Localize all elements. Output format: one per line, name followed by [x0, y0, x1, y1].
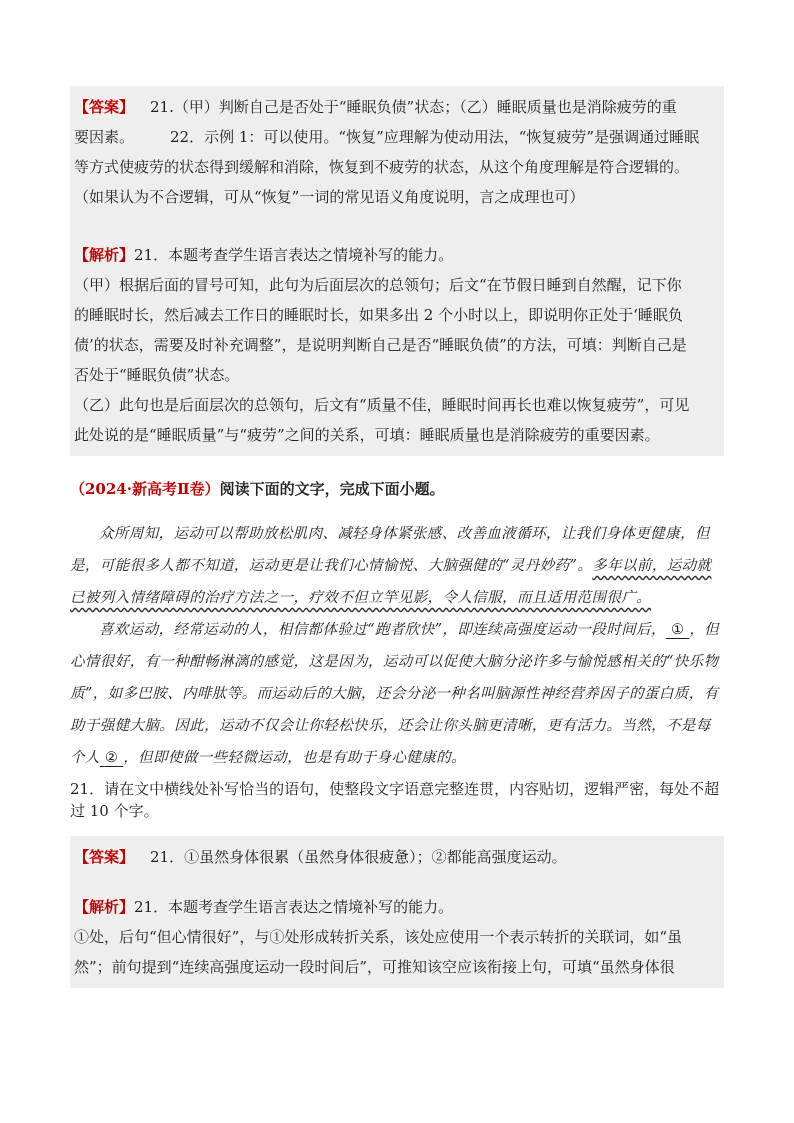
- page-content: [70, 86, 724, 988]
- passage-paragraph-2: 喜欢运动，经常运动的人，相信都体验过“跑者欣快”，即连续高强度运动一段时间后， ① ，但心情很好，有一种酣畅淋漓的感觉，这是因为，运动可以促使大脑分泌许多与愉悦感相关的“快乐物质”，如多巴胺、内啡肽等。而运动后的大脑，还会分泌一种名叫脑源性神经营养因子的蛋白质，有助于强健大脑。因此，运动不仅会让你轻松快乐，还会让你头脑更清晰，更有活力。当然，不是每个人 ② ，但即使做一些轻微运动，也是有助于身心健康的。: [70, 622, 720, 766]
- blank-1: ①: [670, 622, 685, 638]
- answer-line: （如果认为不合逻辑，可从“恢复”一词的常见语义角度说明，言之成理也可）: [74, 188, 585, 206]
- answer-tag: 【答案】: [74, 848, 135, 866]
- analysis-tag: 【解析】: [74, 898, 135, 916]
- analysis-line: ①处，后句“但心情很好”，与①处形成转折关系，该处应使用一个表示转折的关联词，如“虽: [74, 928, 683, 946]
- answer-line: 要因素。 22．示例 1：可以使用。“恢复”应理解为使动用法，“恢复疲劳”是强调通过睡眠: [74, 128, 700, 146]
- answer-block-1: [70, 86, 724, 218]
- passage-paragraph-1: 众所周知，运动可以帮助放松肌肉、减轻身体紧张感、改善血液循环，让我们身体更健康，但是，可能很多人都不知道，运动更是让我们心情愉悦、大脑强健的“灵丹妙药”。多年以前，运动就已被列入情绪障碍的治疗方法之一，疗效不但立竿见影，令人信服，而且适用范围很广。: [70, 526, 712, 606]
- question-instruction: 阅读下面的文字，完成下面小题。: [219, 480, 445, 498]
- analysis-block-1: [70, 240, 724, 456]
- analysis-line: 然”；前句提到“连续高强度运动一段时间后”，可推知该空应该衔接上句，可填“虽然身体很: [74, 958, 675, 976]
- answer-line: 【答案】 21.（甲）判断自己是否处于“睡眠负债”状态；（乙）睡眠质量也是消除疲劳的重: [74, 98, 677, 116]
- analysis-line: 【解析】21．本题考查学生语言表达之情境补写的能力。: [74, 246, 454, 264]
- blank-2: ②: [104, 750, 119, 766]
- analysis-line: 债’的状态，需要及时补充调整”，是说明判断自己是否“睡眠负债”的方法，可填：判断自己是: [74, 336, 687, 354]
- reading-passage: [70, 518, 724, 774]
- analysis-line: 的睡眠时长，然后减去工作日的睡眠时长，如果多出 2 个小时以上，即说明你正处于‘睡眠负: [74, 306, 683, 324]
- spacer: [70, 218, 724, 240]
- answer-tag: 【答案】: [74, 98, 135, 116]
- analysis-line: 否处于“睡眠负债”状态。: [74, 366, 240, 384]
- analysis-line: （甲）根据后面的冒号可知，此句为后面层次的总领句；后文“在节假日睡到自然醒，记下你: [74, 276, 682, 294]
- analysis-line: 【解析】21．本题考查学生语言表达之情境补写的能力。: [74, 898, 454, 916]
- wavy-underlined-sentence: 多年以前，运动就已被列入情绪障碍的治疗方法之一，疗效不但立竿见影，令人信服，而且适用范围很广。: [70, 558, 712, 606]
- answer-line: 【答案】 21．①虽然身体很累（虽然身体很疲惫）；②都能高强度运动。: [74, 848, 567, 866]
- analysis-block-2: [70, 892, 724, 988]
- question-21: 21．请在文中横线处补写恰当的语句，使整段文字语意完整连贯，内容贴切，逻辑严密，每处不超过 10 个字。: [70, 780, 720, 820]
- analysis-line: 此处说的是“睡眠质量”与“疲劳”之间的关系，可填：睡眠质量也是消除疲劳的重要因素。: [74, 426, 660, 444]
- answer-block-2: [70, 836, 724, 892]
- answer-line: 等方式使疲劳的状态得到缓解和消除，恢复到不疲劳的状态，从这个角度理解是符合逻辑的。: [74, 158, 690, 176]
- exam-source-tag: （2024·新高考Ⅱ卷）: [70, 480, 220, 498]
- analysis-line: （乙）此句也是后面层次的总领句，后文有“质量不佳，睡眠时间再长也难以恢复疲劳”，可见: [74, 396, 690, 414]
- analysis-tag: 【解析】: [74, 246, 135, 264]
- question-source: [70, 476, 724, 502]
